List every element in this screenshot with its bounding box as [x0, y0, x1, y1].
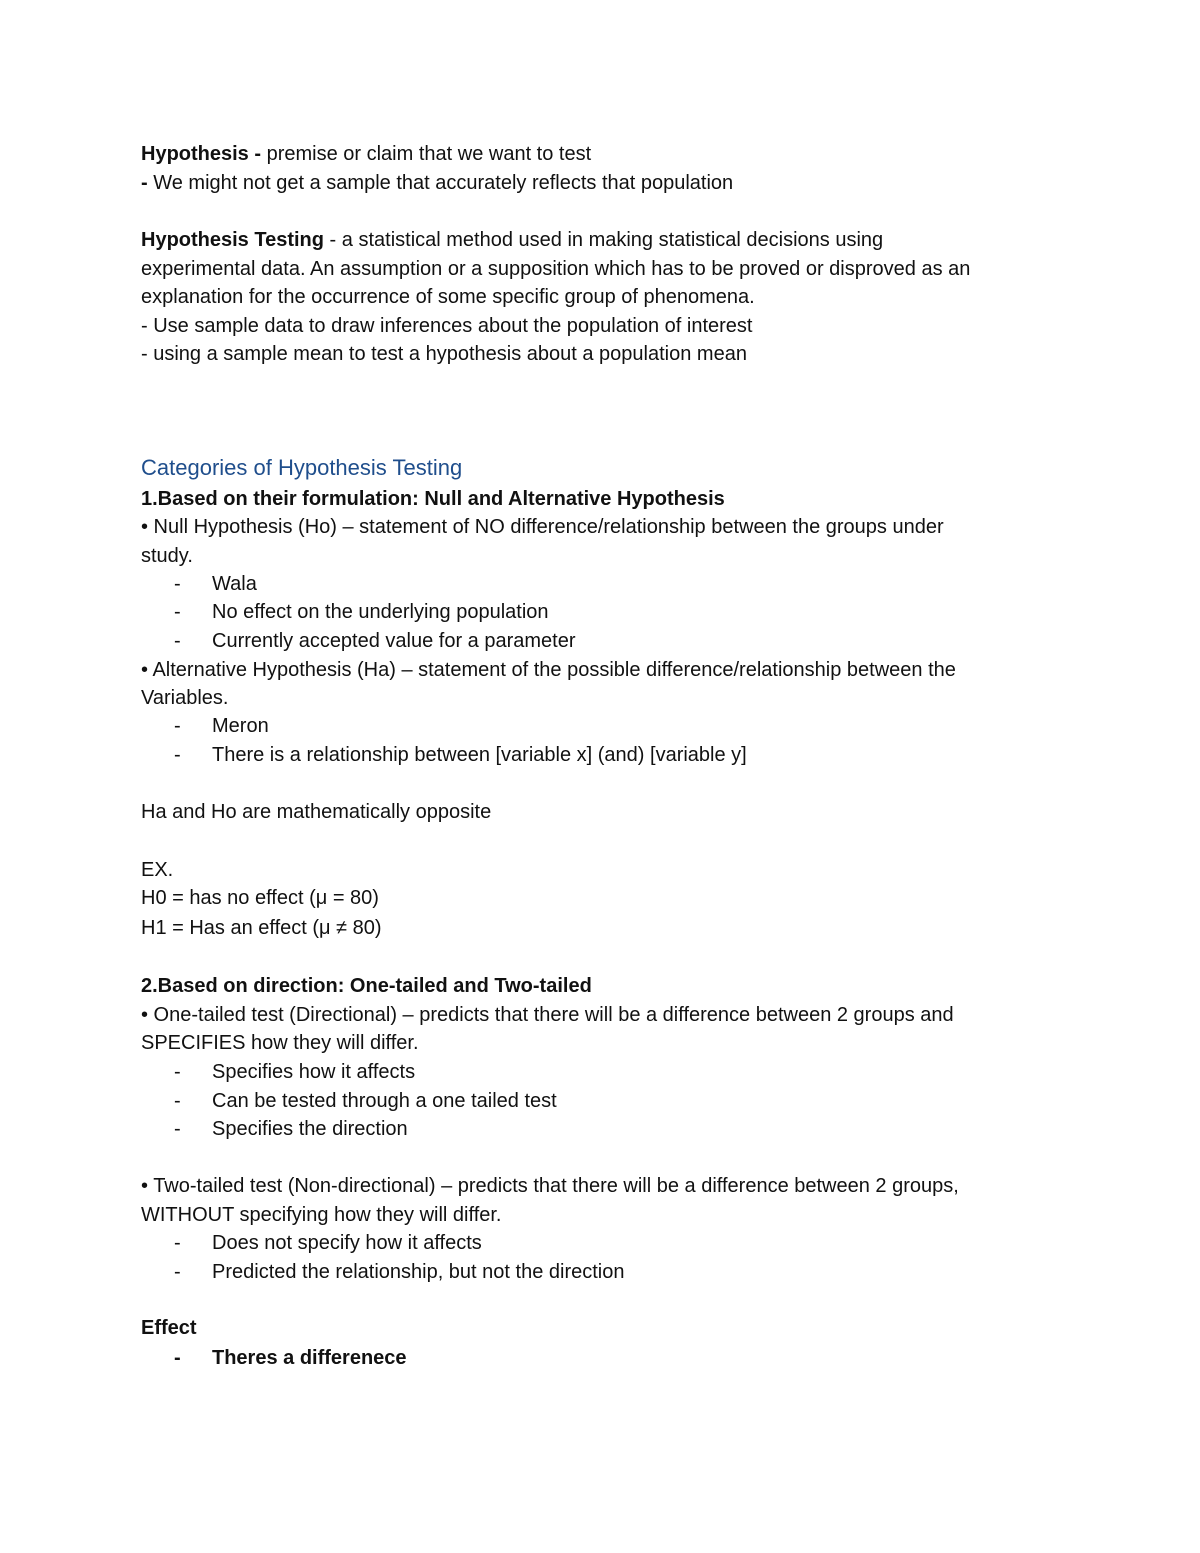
alt-item: Meron	[212, 715, 269, 737]
one-tailed-item: Specifies the direction	[212, 1118, 408, 1140]
list-dash: -	[174, 715, 181, 737]
list-dash: -	[174, 1090, 181, 1112]
list-dash: -	[174, 1347, 181, 1369]
effect-item: Theres a differenece	[212, 1347, 407, 1369]
list-dash: -	[174, 1061, 181, 1083]
list-dash: -	[174, 1261, 181, 1283]
hypothesis-testing-def-2: experimental data. An assumption or a supposition which has to be proved or disproved as an	[141, 258, 971, 280]
list-dash: -	[174, 630, 181, 652]
example-label: EX.	[141, 859, 174, 881]
two-tailed-line-2: WITHOUT specifying how they will differ.	[141, 1204, 502, 1226]
null-item: Wala	[212, 573, 257, 595]
hypothesis-note	[141, 170, 733, 196]
null-item: No effect on the underlying population	[212, 601, 549, 623]
null-item: Currently accepted value for a parameter	[212, 630, 576, 652]
one-tailed-item: Specifies how it affects	[212, 1061, 416, 1083]
hypothesis-definition	[141, 141, 591, 167]
categories-heading: Categories of Hypothesis Testing	[141, 455, 463, 480]
two-tailed-item: Does not specify how it affects	[212, 1232, 482, 1254]
alternative-hypothesis-line-2: Variables.	[141, 687, 229, 709]
list-dash: -	[174, 573, 181, 595]
effect-title: Effect	[141, 1317, 197, 1339]
hypothesis-term: Hypothesis -	[141, 143, 262, 165]
hypothesis-testing-def-3: explanation for the occurrence of some specific group of phenomena.	[141, 286, 755, 308]
one-tailed-item: Can be tested through a one tailed test	[212, 1090, 557, 1112]
hypothesis-def: premise or claim that we want to test	[261, 143, 592, 165]
hypothesis-testing-term: Hypothesis Testing	[141, 229, 324, 251]
hypothesis-testing-definition	[141, 227, 883, 253]
note-dash: -	[141, 172, 148, 194]
direction-title: 2.Based on direction: One-tailed and Two-tailed	[141, 975, 592, 997]
opposite-note: Ha and Ho are mathematically opposite	[141, 801, 492, 823]
list-dash: -	[174, 601, 181, 623]
list-dash: -	[174, 1232, 181, 1254]
two-tailed-line-1: • Two-tailed test (Non-directional) – predicts that there will be a difference between 2 groups,	[141, 1175, 959, 1197]
list-dash: -	[174, 744, 181, 766]
hypothesis-testing-def-1: - a statistical method used in making statistical decisions using	[324, 229, 884, 251]
example-h0: H0 = has no effect (μ = 80)	[141, 887, 379, 909]
alternative-hypothesis-line-1: • Alternative Hypothesis (Ha) – statement of the possible difference/relationship between the	[141, 659, 956, 681]
null-hypothesis-line-2: study.	[141, 545, 193, 567]
testing-bullet-1: - Use sample data to draw inferences about the population of interest	[141, 315, 753, 337]
null-hypothesis-line-1: • Null Hypothesis (Ho) – statement of NO difference/relationship between the groups under	[141, 516, 944, 538]
formulation-title: 1.Based on their formulation: Null and Alternative Hypothesis	[141, 488, 725, 510]
list-dash: -	[174, 1118, 181, 1140]
one-tailed-line-1: • One-tailed test (Directional) – predicts that there will be a difference between 2 groups and	[141, 1004, 954, 1026]
example-h1: H1 = Has an effect (μ ≠ 80)	[141, 917, 382, 939]
note-text: We might not get a sample that accurately reflects that population	[147, 172, 734, 194]
one-tailed-line-2: SPECIFIES how they will differ.	[141, 1032, 419, 1054]
two-tailed-item: Predicted the relationship, but not the direction	[212, 1261, 625, 1283]
alt-item: There is a relationship between [variable x] (and) [variable y]	[212, 744, 747, 766]
testing-bullet-2: - using a sample mean to test a hypothesis about a population mean	[141, 343, 747, 365]
